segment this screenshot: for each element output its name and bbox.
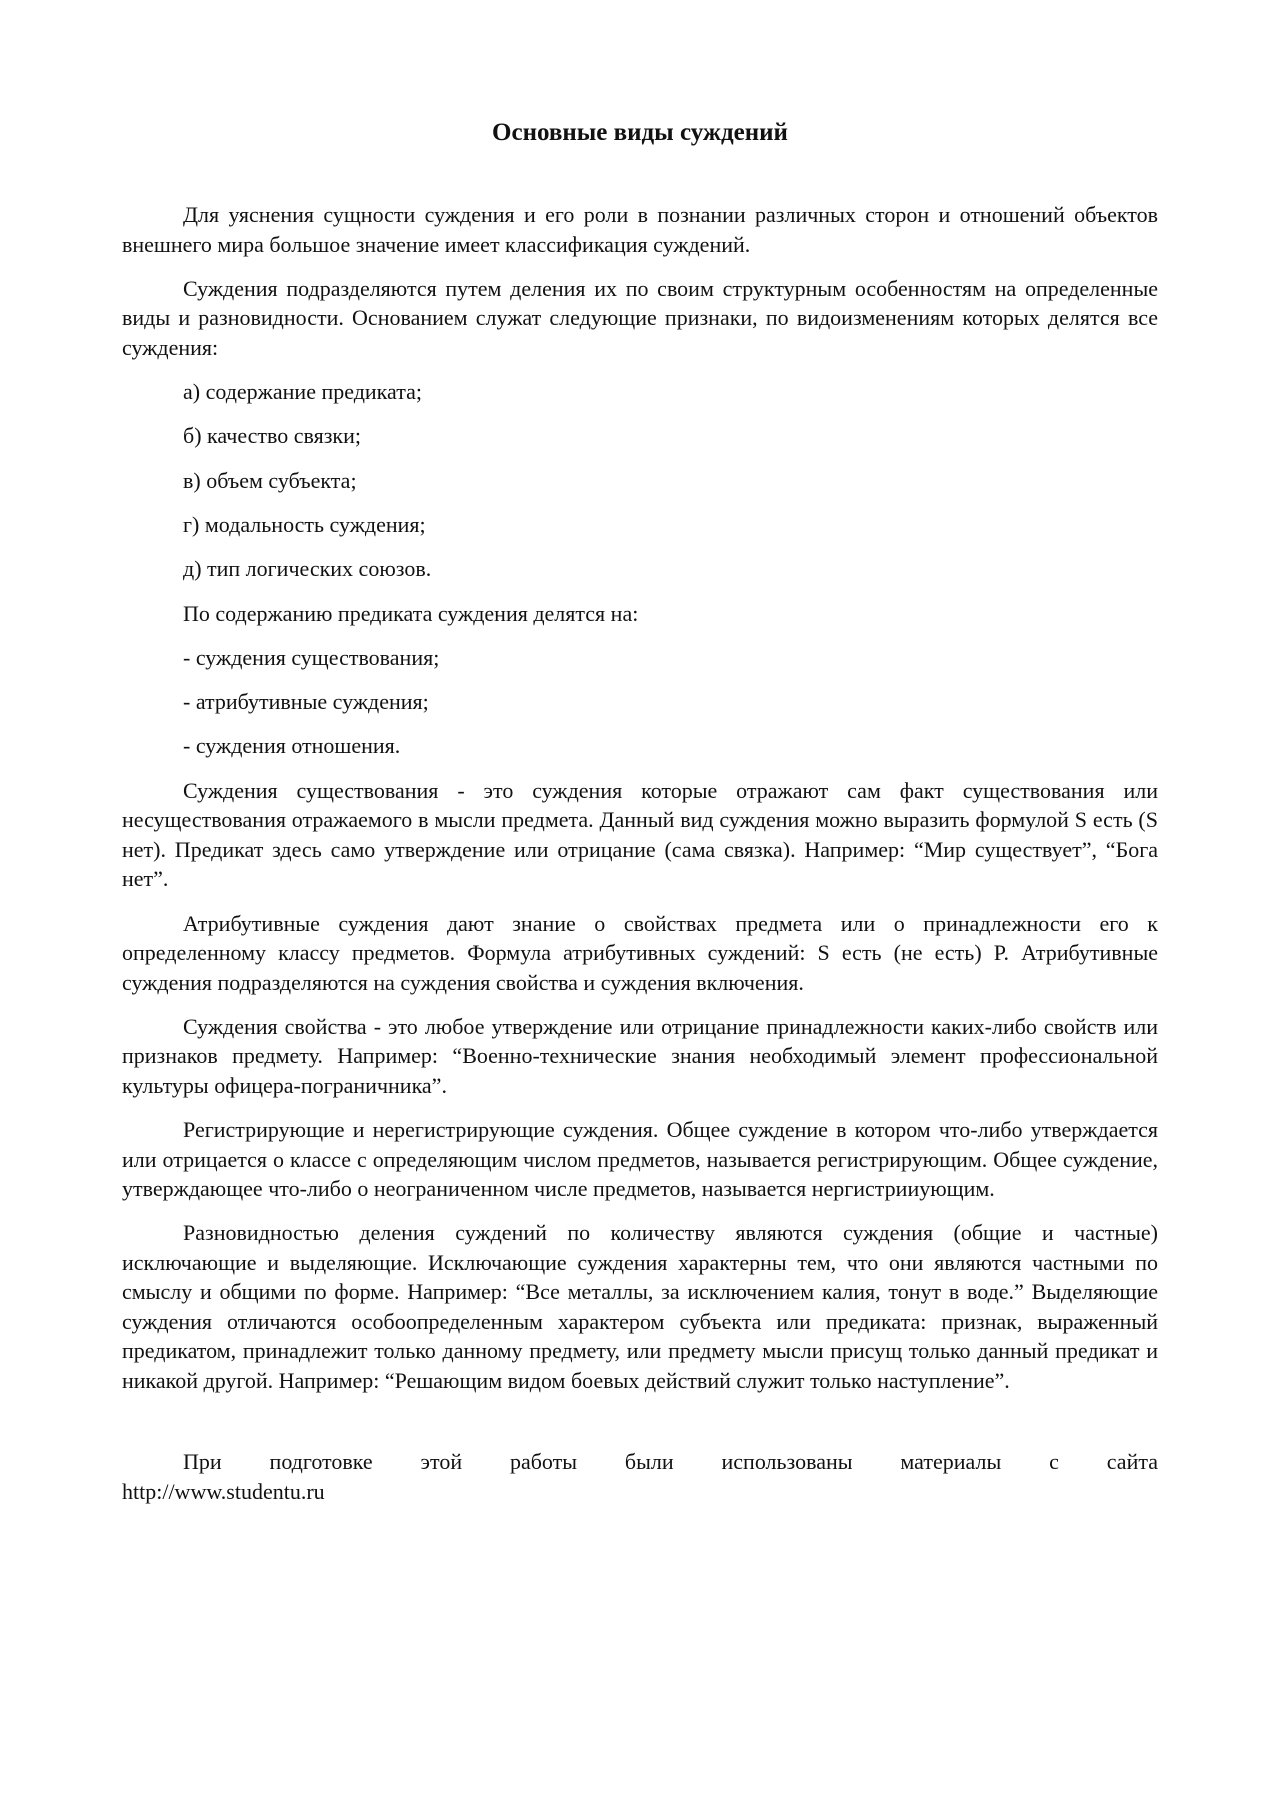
document-body xyxy=(122,118,1158,1521)
list-item: - атрибутивные суждения; xyxy=(183,689,429,715)
paragraph-property: Суждения свойства - это любое утверждение или отрицание принадлежности каких-либо свойств или признаков предмету. Например: “Военно-технические знания необходимый элемент профессиональной культуры офицера-пограничника”. xyxy=(122,1013,1158,1098)
footer-url: http://www.studentu.ru xyxy=(122,1478,325,1504)
paragraph-registering: Регистрирующие и нерегистрирующие суждения. Общее суждение в котором что-либо утверждается или отрицается о классе с определяющим числом предметов, называется регистрирующим. Общее суждение, утверждающее что-либо о неограниченном числе предметов, называется нергистрииующим. xyxy=(122,1117,1158,1202)
list-item: д) тип логических союзов. xyxy=(183,556,432,582)
paragraph-predicate-division: По содержанию предиката суждения делятся на: xyxy=(183,600,639,626)
paragraph-intro: Для уяснения сущности суждения и его роли в познании различных сторон и отношений объектов внешнего мира большое значение имеет классификация суждений. xyxy=(122,202,1158,257)
list-item: - суждения существования; xyxy=(183,644,440,670)
paragraph-exclusive: Разновидностью деления суждений по количеству являются суждения (общие и частные) исключающие и выделяющие. Исключающие суждения характерны тем, что они являются частными по смыслу и общими по форме. Например: “Все металлы, за исключением калия, тонут в воде.” Выделяющие суждения отличаются особоопределенным характером субъекта или предиката: признак, выраженный предикатом, принадлежит только данному предмету, или предмету мысли присущ только данный предикат и никакой другой. Например: “Решающим видом боевых действий служит только наступление”. xyxy=(122,1220,1158,1393)
list-item: г) модальность суждения; xyxy=(183,511,426,537)
document-footer xyxy=(122,1447,1158,1506)
document-title: Основные виды суждений xyxy=(492,119,788,146)
paragraph-existence: Суждения существования - это суждения которые отражают сам факт существования или несуществования отражаемого в мысли предмета. Данный вид суждения можно выразить формулой S есть (S нет). Предикат здесь само утверждение или отрицание (сама связка). Например: “Мир существует”, “Бога нет”. xyxy=(122,777,1158,892)
list-item: - суждения отношения. xyxy=(183,733,401,759)
paragraph-attributive: Атрибутивные суждения дают знание о свойствах предмета или о принадлежности его к определенному классу предметов. Формула атрибутивных суждений: S есть (не есть) P. Атрибутивные суждения подразделяются на суждения свойства и суждения включения. xyxy=(122,910,1158,995)
footer-text: При подготовке этой работы были использованы материалы с сайта xyxy=(183,1449,1158,1475)
list-item: б) качество связки; xyxy=(183,423,361,449)
list-item: а) содержание предиката; xyxy=(183,379,422,405)
list-item: в) объем субъекта; xyxy=(183,467,357,493)
paragraph-classification-basis: Суждения подразделяются путем деления их по своим структурным особенностям на определенные виды и разновидности. Основанием служат следующие признаки, по видоизменениям которых делятся все суждения: xyxy=(122,275,1158,360)
